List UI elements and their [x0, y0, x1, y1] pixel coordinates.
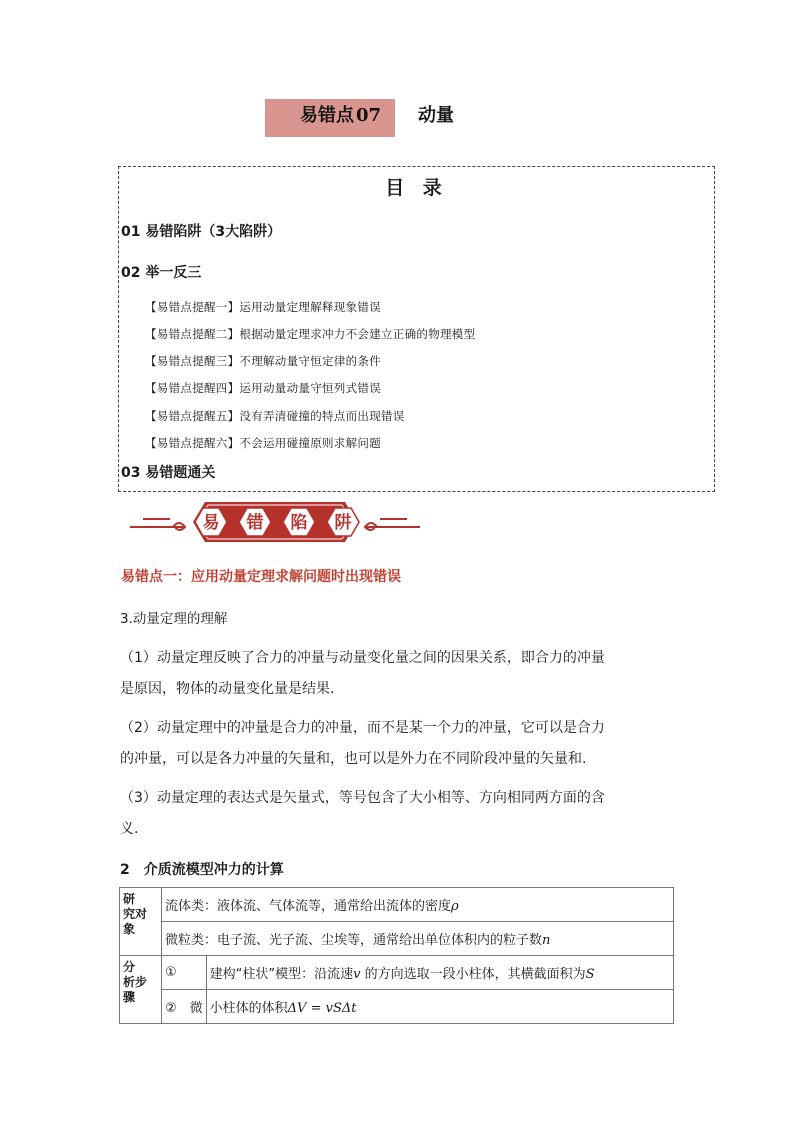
density-symbol: ρ	[451, 899, 459, 914]
banner-char-4: 阱	[334, 513, 352, 533]
title-number: 07	[356, 105, 382, 126]
medium-flow-table	[119, 887, 674, 1024]
section-2-heading: 2 介质流模型冲力的计算	[120, 862, 284, 878]
toc-heading: 目 录	[385, 177, 448, 199]
toc-item-2: 【易错点提醒二】根据动量定理求冲力不会建立正确的物理模型	[145, 327, 476, 341]
toc-item-5: 【易错点提醒五】没有弄清碰撞的特点而出现错误	[145, 409, 405, 423]
particle-type-cell: 微粒类：电子流、光子流、尘埃等，通常给出单位体积内的粒子数n	[162, 922, 674, 956]
toc-item-4: 【易错点提醒四】运用动量动量守恒列式错误	[145, 381, 381, 395]
table-row	[120, 922, 674, 956]
table-row	[120, 956, 674, 990]
title-topic: 动量	[418, 105, 454, 126]
understanding-heading: 3.动量定理的理解	[120, 611, 228, 627]
para-2-line-2: 的冲量，可以是各力冲量的矢量和，也可以是外力在不同阶段冲量的矢量和.	[120, 751, 587, 767]
particle-count-symbol: n	[542, 933, 551, 948]
para-2-line-1: （2）动量定理中的冲量是合力的冲量，而不是某一个力的冲量，它可以是合力	[120, 720, 605, 736]
research-object-label: 研 究对象	[120, 888, 162, 956]
banner-char-1: 易	[202, 513, 220, 533]
para-3-line-2: 义.	[120, 821, 139, 837]
analysis-steps-label: 分 析步骤	[120, 956, 162, 1024]
toc-item-3: 【易错点提醒三】不理解动量守恒定律的条件	[145, 354, 381, 368]
step-2-mark: ② 微	[162, 990, 207, 1024]
para-1-line-2: 是原因，物体的动量变化量是结果.	[120, 681, 335, 697]
step-2-cell: 小柱体的体积ΔV = vSΔt	[206, 990, 673, 1024]
toc-section-1: 01 易错陷阱（3大陷阱）	[121, 224, 282, 240]
para-3-line-1: （3）动量定理的表达式是矢量式，等号包含了大小相等、方向相同两方面的含	[120, 790, 605, 806]
banner-char-2: 错	[246, 513, 264, 533]
error-point-heading: 易错点一：应用动量定理求解问题时出现错误	[121, 569, 401, 585]
table-row	[120, 888, 674, 922]
toc-section-2: 02 举一反三	[121, 265, 202, 281]
title-prefix: 易错点 07	[300, 105, 382, 126]
table-row	[120, 990, 674, 1024]
banner-char-3: 陷	[290, 513, 308, 533]
para-1-line-1: （1）动量定理反映了合力的冲量与动量变化量之间的因果关系，即合力的冲量	[120, 650, 605, 666]
volume-formula: ΔV = vSΔt	[287, 1001, 357, 1016]
toc-item-1: 【易错点提醒一】运用动量定理解释现象错误	[145, 300, 381, 314]
fluid-type-cell: 流体类：液体流、气体流等，通常给出流体的密度ρ	[162, 888, 674, 922]
toc-section-3: 03 易错题通关	[121, 465, 216, 481]
step-1-mark: ①	[162, 956, 207, 990]
trap-banner	[125, 497, 425, 547]
step-1-cell: 建构“柱状”模型：沿流速v 的方向选取一段小柱体，其横截面积为S	[206, 956, 673, 990]
toc-item-6: 【易错点提醒六】不会运用碰撞原则求解问题	[145, 436, 381, 450]
